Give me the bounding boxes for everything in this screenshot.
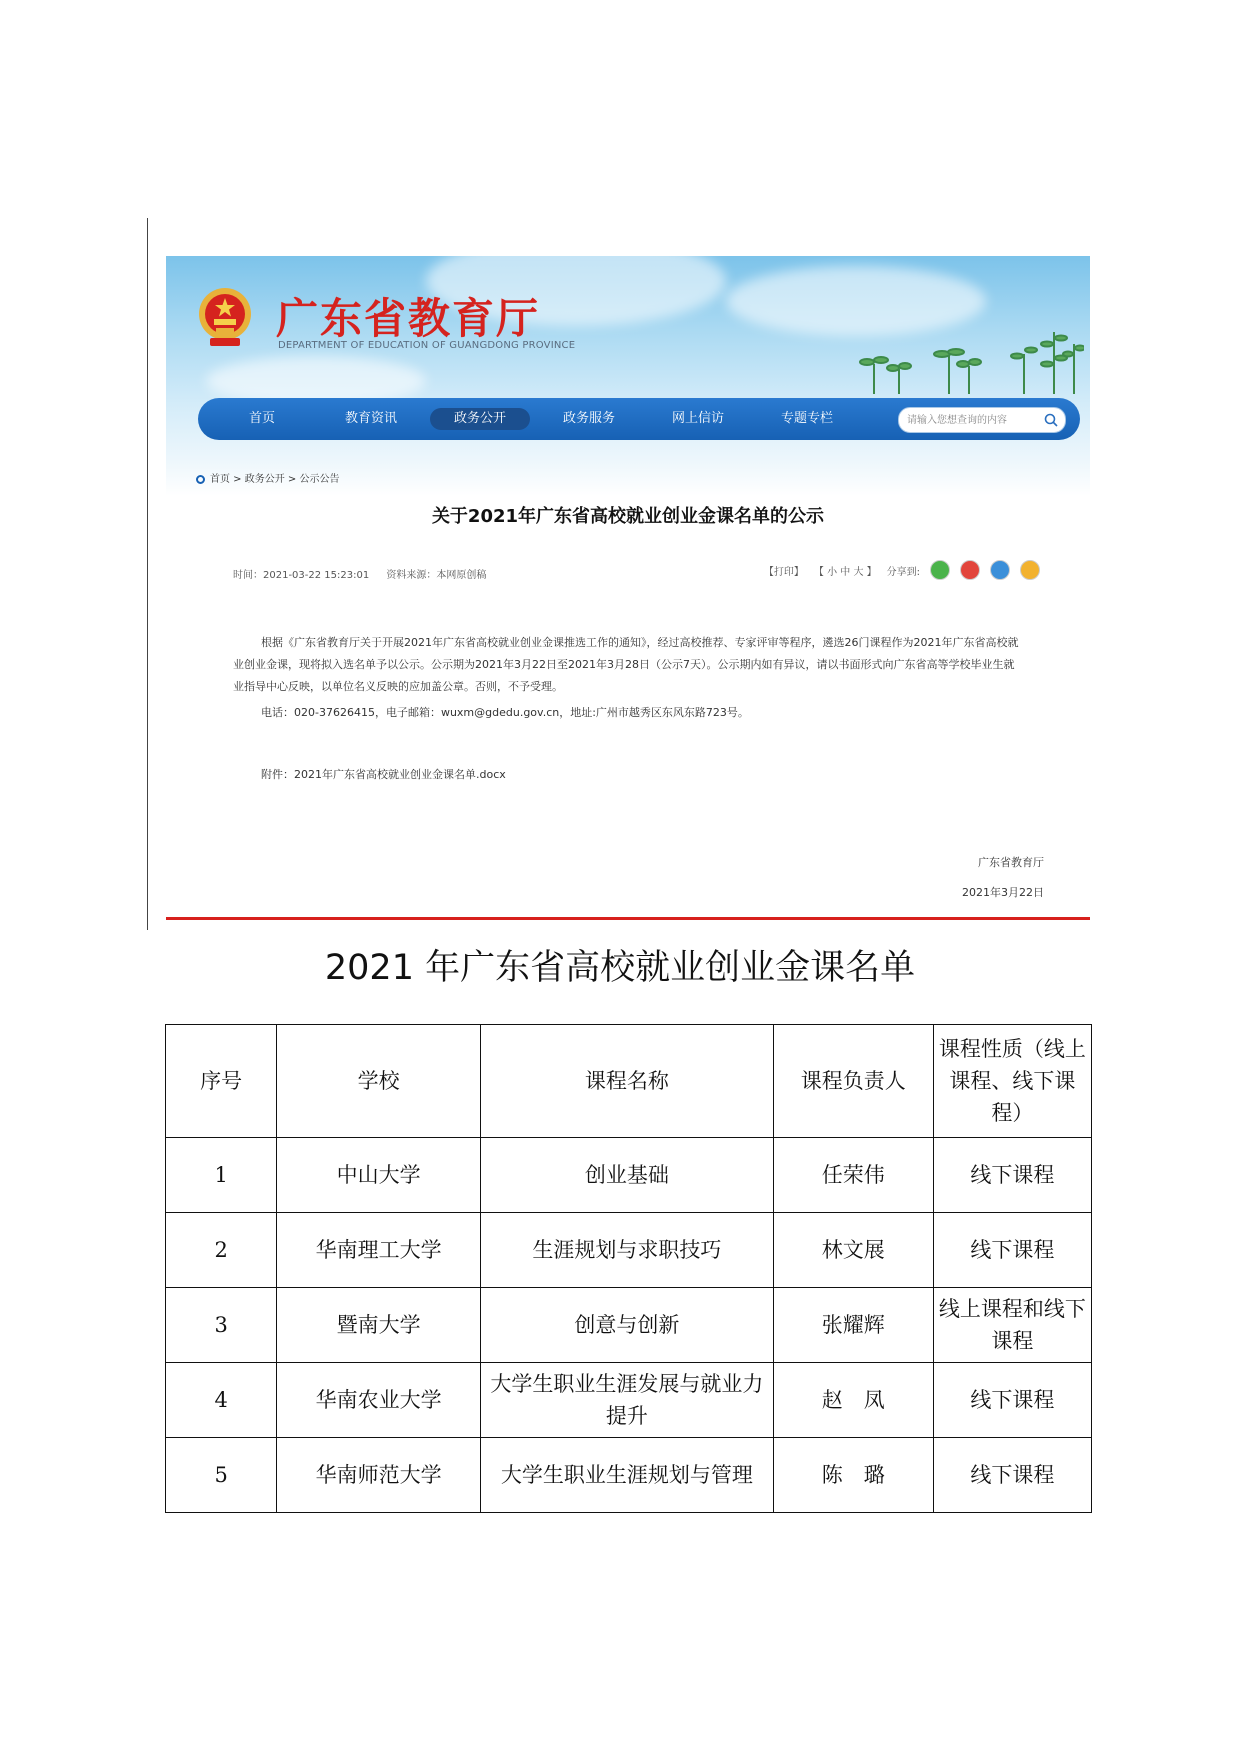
table-row <box>166 1138 1092 1213</box>
header-lead: 课程负责人 <box>773 1025 933 1138</box>
cell-lead: 林文展 <box>773 1213 933 1288</box>
cell-index: 3 <box>166 1288 277 1363</box>
article-time: 时间：2021-03-22 15:23:01 <box>233 570 370 581</box>
site-english-name: DEPARTMENT OF EDUCATION OF GUANGDONG PROVINCE <box>278 340 576 351</box>
header-type: 课程性质（线上课程、线下课程） <box>933 1025 1091 1138</box>
breadcrumb-text[interactable]: 首页 > 政务公开 > 公示公告 <box>210 474 340 485</box>
cell-type: 线下课程 <box>933 1363 1091 1438</box>
cell-school: 华南师范大学 <box>277 1438 481 1513</box>
course-list-table <box>165 1024 1092 1513</box>
cell-school: 中山大学 <box>277 1138 481 1213</box>
cell-index: 5 <box>166 1438 277 1513</box>
nav-item-news[interactable]: 教育资讯 <box>344 411 397 426</box>
article-source: 资料来源：本网原创稿 <box>386 570 487 581</box>
header-course: 课程名称 <box>480 1025 773 1138</box>
cell-type: 线上课程和线下课程 <box>933 1288 1091 1363</box>
red-divider <box>166 917 1090 920</box>
national-emblem-icon <box>196 286 254 350</box>
cell-lead: 张耀辉 <box>773 1288 933 1363</box>
font-size-links[interactable]: 【 小 中 大 】 <box>813 566 877 578</box>
cell-school: 华南农业大学 <box>277 1363 481 1438</box>
article-body <box>233 632 1023 724</box>
nav-item-gov-affairs[interactable]: 政务公开 <box>430 408 530 430</box>
header-index: 序号 <box>166 1025 277 1138</box>
article-tools <box>764 560 1040 580</box>
nav-item-topics[interactable]: 专题专栏 <box>780 411 833 426</box>
nav-item-home[interactable]: 首页 <box>248 411 275 426</box>
site-title: 广东省教育厅 <box>276 294 541 343</box>
qq-share-icon[interactable] <box>990 560 1010 580</box>
cell-lead: 任荣伟 <box>773 1138 933 1213</box>
cell-type: 线下课程 <box>933 1213 1091 1288</box>
cell-lead: 陈 璐 <box>773 1438 933 1513</box>
cell-index: 4 <box>166 1363 277 1438</box>
table-row <box>166 1288 1092 1363</box>
weibo-share-icon[interactable] <box>960 560 980 580</box>
cell-course: 大学生职业生涯规划与管理 <box>480 1438 773 1513</box>
cell-school: 暨南大学 <box>277 1288 481 1363</box>
document-title: 2021 年广东省高校就业创业金课名单 <box>324 948 916 988</box>
site-banner <box>166 256 1090 496</box>
cell-lead: 赵 凤 <box>773 1363 933 1438</box>
cell-course: 创意与创新 <box>480 1288 773 1363</box>
article-paragraph: 根据《广东省教育厅关于开展2021年广东省高校就业创业金课推选工作的通知》，经过高校推荐、专家评审等程序，遴选26门课程作为2021年广东省高校就业创业金课，现将拟入选名单予以公示。公示期为2021年3月22日至2021年3月28日（公示7天）。公示期内如有异议，请以书面形式向广东省高等学校毕业生就业指导中心反映，以单位名义反映的应加盖公章。否则，不予受理。 <box>233 636 1019 693</box>
print-link[interactable]: 【打印】 <box>763 566 804 578</box>
nav-item-services[interactable]: 政务服务 <box>562 411 615 426</box>
search-box <box>898 407 1066 433</box>
embedded-webpage-screenshot <box>166 256 1090 916</box>
cell-type: 线下课程 <box>933 1438 1091 1513</box>
wechat-share-icon[interactable] <box>930 560 950 580</box>
signature-date: 2021年3月22日 <box>962 886 1044 899</box>
article-title: 关于2021年广东省高校就业创业金课名单的公示 <box>431 506 825 527</box>
breadcrumb <box>196 470 339 485</box>
attachment-link[interactable]: 附件：2021年广东省高校就业创业金课名单.docx <box>261 768 506 781</box>
page-margin-line <box>147 218 148 930</box>
cell-course: 大学生职业生涯发展与就业力提升 <box>480 1363 773 1438</box>
table-row <box>166 1213 1092 1288</box>
header-school: 学校 <box>277 1025 481 1138</box>
sprouts-decoration-icon <box>854 324 1084 394</box>
article-contact: 电话：020-37626415，电子邮箱：wuxm@gdedu.gov.cn，地址:广州市越秀区东风东路723号。 <box>261 706 749 719</box>
cell-index: 2 <box>166 1213 277 1288</box>
cell-course: 创业基础 <box>480 1138 773 1213</box>
cell-course: 生涯规划与求职技巧 <box>480 1213 773 1288</box>
search-input[interactable] <box>907 412 1035 428</box>
table-row <box>166 1363 1092 1438</box>
table-header-row <box>166 1025 1092 1138</box>
search-icon[interactable] <box>1043 412 1059 428</box>
article-meta <box>233 566 500 581</box>
main-nav <box>198 398 1080 440</box>
share-label: 分享到: <box>886 566 920 578</box>
cell-type: 线下课程 <box>933 1138 1091 1213</box>
table-row <box>166 1438 1092 1513</box>
cell-school: 华南理工大学 <box>277 1213 481 1288</box>
cell-index: 1 <box>166 1138 277 1213</box>
qzone-share-icon[interactable] <box>1020 560 1040 580</box>
location-pin-icon <box>196 475 205 484</box>
nav-item-petition[interactable]: 网上信访 <box>671 411 724 426</box>
signature-org: 广东省教育厅 <box>978 856 1044 869</box>
